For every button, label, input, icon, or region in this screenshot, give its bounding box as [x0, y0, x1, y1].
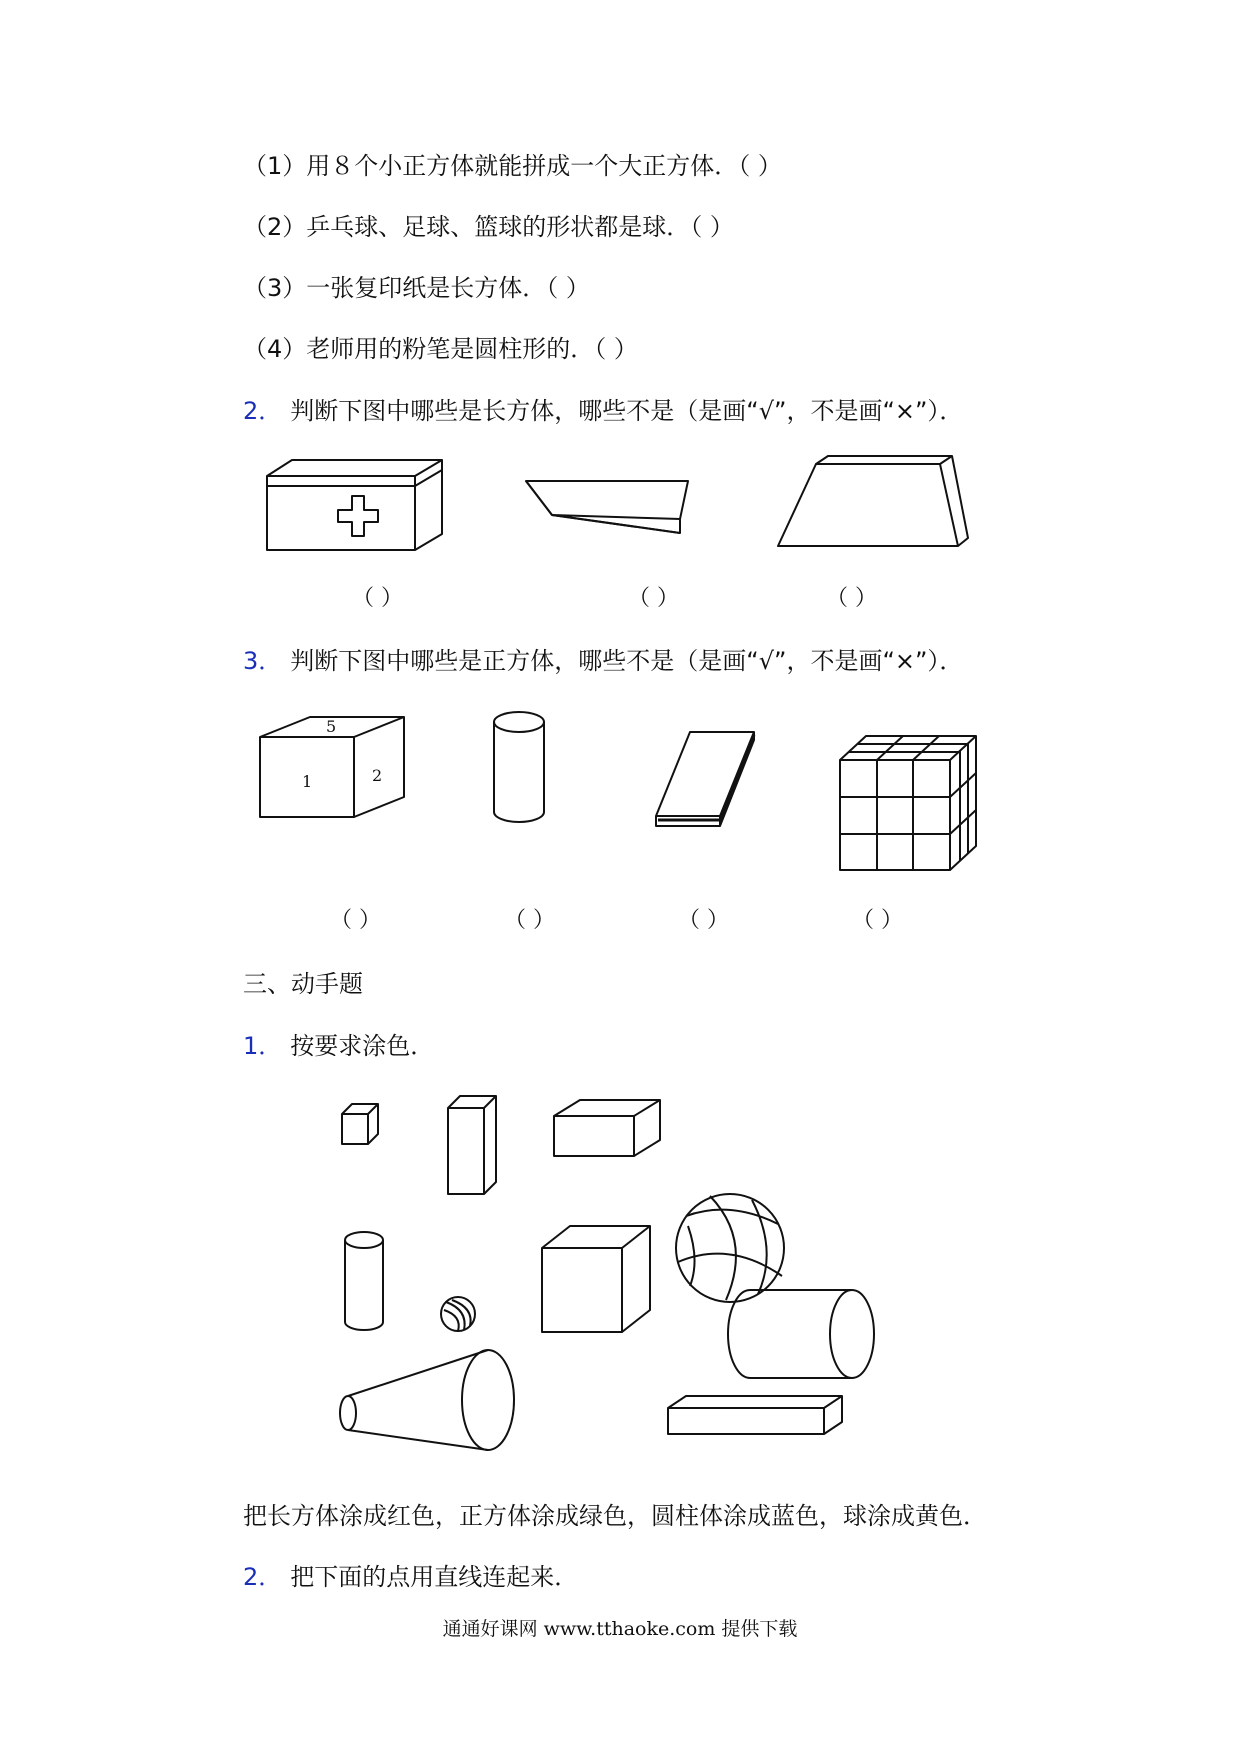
long-box-shape: [554, 1100, 660, 1156]
part3-q2-prompt: [243, 1561, 578, 1593]
q3-answer-2[interactable]: （ ）: [504, 908, 555, 933]
part3-q1-text: 按要求涂色．: [290, 1032, 435, 1060]
coloring-shapes-figure: [338, 1090, 898, 1470]
q3-number: 3．: [243, 647, 283, 675]
labeled-cube-figure: [256, 715, 416, 825]
q2-number: 2．: [243, 397, 283, 425]
small-cube-shape: [342, 1104, 378, 1144]
q2-answer-3[interactable]: （ ）: [826, 586, 877, 611]
cube-face-label-right: 2: [372, 766, 383, 785]
small-ball-shape: [441, 1297, 475, 1331]
q1-item-1: （1）用８个小正方体就能拼成一个大正方体．（ ）: [243, 152, 782, 180]
truncated-cone-shape: [340, 1350, 514, 1450]
q1-item-4: （4）老师用的粉笔是圆柱形的．（ ）: [243, 335, 638, 363]
big-cube-shape: [542, 1226, 650, 1332]
part3-heading: 三、动手题: [243, 970, 363, 998]
page-footer: 通通好课网 www.tthaoke.com 提供下载: [442, 1618, 798, 1640]
q1-item-2: （2）乒乓球、足球、篮球的形状都是球．（ ）: [243, 213, 734, 241]
part3-q2-text: 把下面的点用直线连起来．: [290, 1563, 579, 1591]
q3-prompt: [243, 645, 963, 677]
q3-answer-4[interactable]: （ ）: [852, 908, 903, 933]
q1-item-3: （3）一张复印纸是长方体．（ ）: [243, 274, 590, 302]
q3-answer-1[interactable]: （ ）: [330, 908, 381, 933]
thin-slab-figure: [650, 728, 760, 838]
basketball-shape: [676, 1194, 784, 1302]
q2-answer-2[interactable]: （ ）: [628, 586, 679, 611]
slanted-slab-figure: [522, 477, 694, 537]
trapezoid-prism-figure: [776, 454, 976, 554]
rubiks-cube-figure: [836, 730, 982, 876]
cube-face-label-top: 5: [326, 717, 337, 736]
q3-answer-3[interactable]: （ ）: [678, 908, 729, 933]
first-aid-box-figure: [262, 458, 448, 558]
tall-box-shape: [448, 1096, 496, 1194]
part3-q1-number: 1．: [243, 1032, 283, 1060]
cylinder-figure: [490, 708, 556, 830]
coloring-instruction: 把长方体涂成红色，正方体涂成绿色，圆柱体涂成蓝色，球涂成黄色．: [243, 1502, 987, 1530]
flat-box-shape: [668, 1396, 842, 1434]
q3-text: 判断下图中哪些是正方体，哪些不是（是画“√”，不是画“×”）．: [290, 647, 964, 675]
part3-q1-prompt: [243, 1030, 434, 1062]
part3-q2-number: 2．: [243, 1563, 283, 1591]
q2-answer-1[interactable]: （ ）: [352, 586, 403, 611]
small-cylinder-shape: [345, 1232, 383, 1330]
cube-face-label-front: 1: [302, 772, 313, 791]
q2-text: 判断下图中哪些是长方体，哪些不是（是画“√”，不是画“×”）．: [290, 397, 964, 425]
q2-prompt: [243, 395, 963, 427]
horizontal-cylinder-shape: [728, 1290, 874, 1378]
